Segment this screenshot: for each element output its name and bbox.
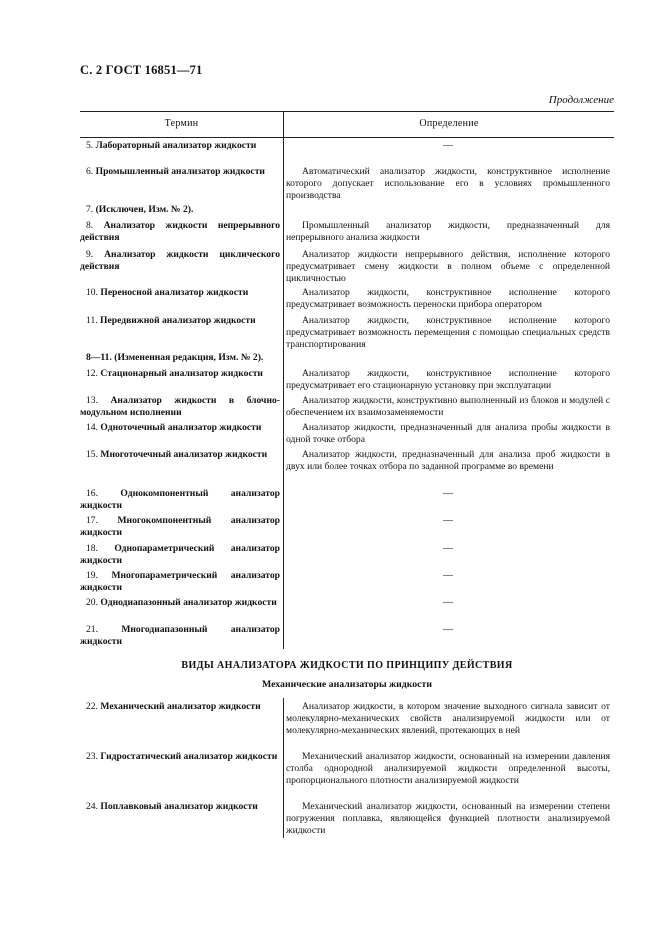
- definition-cell: —: [443, 488, 453, 499]
- definition-cell: Анализатор жидкости, предназначенный для анализа проб жидкости в двух или более точках отбора по заданной программе во времени: [286, 449, 610, 472]
- term-cell: 22. Механический анализатор жидкости: [86, 701, 261, 712]
- section-title: ВИДЫ АНАЛИЗАТОРА ЖИДКОСТИ ПО ПРИНЦИПУ ДЕЙСТВИЯ: [181, 660, 513, 671]
- term-cell: 17. Многокомпонентный анализатор жидкости: [80, 515, 280, 538]
- definition-cell: Автоматический анализатор жидкости, конструктивное исполнение которого допускает использование его в условиях промышленного производства: [286, 166, 610, 201]
- term-cell: 5. Лабораторный анализатор жидкости: [86, 140, 257, 151]
- definition-cell: Анализатор жидкости, предназначенный для анализа пробы жидкости в одной точке отбора: [286, 422, 610, 445]
- term-cell: 8. Анализатор жидкости непрерывного действия: [80, 220, 280, 243]
- continuation-label: Продолжение: [548, 94, 614, 106]
- term-cell: 6. Промышленный анализатор жидкости: [86, 166, 265, 177]
- term-cell: 18. Однопараметрический анализатор жидкости: [80, 543, 280, 566]
- definition-cell: —: [443, 140, 453, 151]
- term-cell: 14. Одноточечный анализатор жидкости: [86, 422, 262, 433]
- definition-cell: —: [443, 570, 453, 581]
- subsection-title: Механические анализаторы жидкости: [262, 679, 432, 690]
- term-cell: 10. Переносной анализатор жидкости: [86, 287, 249, 298]
- definition-cell: Механический анализатор жидкости, основанный на измерении степени погружения поплавка, являющейся функцией плотности анализируемой жидкости: [286, 801, 610, 836]
- definition-cell: Анализатор жидкости, в котором значение выходного сигнала зависит от молекулярно-механических свойств анализируемой жидкости или от молекулярно-механических явлений, протекающих в ней: [286, 701, 610, 736]
- definition-cell: Анализатор жидкости непрерывного действия, исполнение которого предусматривает смену жидкости в полном объеме с определенной цикличностью: [286, 249, 610, 284]
- term-cell: 24. Поплавковый анализатор жидкости: [86, 801, 258, 812]
- excluded-note: 7. (Исключен, Изм. № 2).: [86, 204, 194, 215]
- page-header: С. 2 ГОСТ 16851—71: [80, 63, 203, 77]
- definition-cell: Анализатор жидкости, конструктивное исполнение которого предусматривает возможность перемещения с помощью специальных средств транспортирования: [286, 315, 610, 350]
- column-divider-lower: [283, 698, 284, 838]
- term-cell: 9. Анализатор жидкости циклического действия: [80, 249, 280, 272]
- definition-cell: Промышленный анализатор жидкости, предназначенный для непрерывного анализа жидкости: [286, 220, 610, 243]
- term-cell: 13. Анализатор жидкости в блочно-модульном исполнении: [80, 395, 280, 418]
- term-cell: 21. Многодиапазонный анализатор жидкости: [80, 624, 280, 647]
- term-cell: 16. Однокомпонентный анализатор жидкости: [80, 488, 280, 511]
- definition-cell: —: [443, 624, 453, 635]
- term-cell: 19. Многопараметрический анализатор жидкости: [80, 570, 280, 593]
- term-cell: 11. Передвижной анализатор жидкости: [86, 315, 256, 326]
- definition-cell: Анализатор жидкости, конструктивное исполнение которого предусматривает его стационарную установку при эксплуатации: [286, 368, 610, 391]
- definition-cell: —: [443, 597, 453, 608]
- table-top-rule: [80, 111, 614, 112]
- definition-cell: Анализатор жидкости, конструктивное исполнение которого предусматривает возможность переноски прибора оператором: [286, 287, 610, 310]
- term-cell: 15. Многоточечный анализатор жидкости: [86, 449, 268, 460]
- term-cell: 23. Гидростатический анализатор жидкости: [86, 751, 278, 762]
- term-cell: 12. Стационарный анализатор жидкости: [86, 368, 263, 379]
- column-header-definition: Определение: [419, 118, 479, 129]
- column-header-term: Термин: [164, 118, 199, 129]
- definition-cell: —: [443, 515, 453, 526]
- term-cell: 20. Однодиапазонный анализатор жидкости: [86, 597, 277, 608]
- definition-cell: Механический анализатор жидкости, основанный на измерении давления столба однородной анализируемой жидкости определенной высоты, пропорционального плотности анализируемой жидкости: [286, 751, 610, 786]
- amendment-note: 8—11. (Измененная редакция, Изм. № 2).: [86, 352, 264, 363]
- definition-cell: Анализатор жидкости, конструктивно выполненный из блоков и модулей с обеспечением их взаимозаменяемости: [286, 395, 610, 418]
- table-header-rule: [80, 137, 614, 138]
- column-divider-upper: [283, 111, 284, 649]
- definition-cell: —: [443, 543, 453, 554]
